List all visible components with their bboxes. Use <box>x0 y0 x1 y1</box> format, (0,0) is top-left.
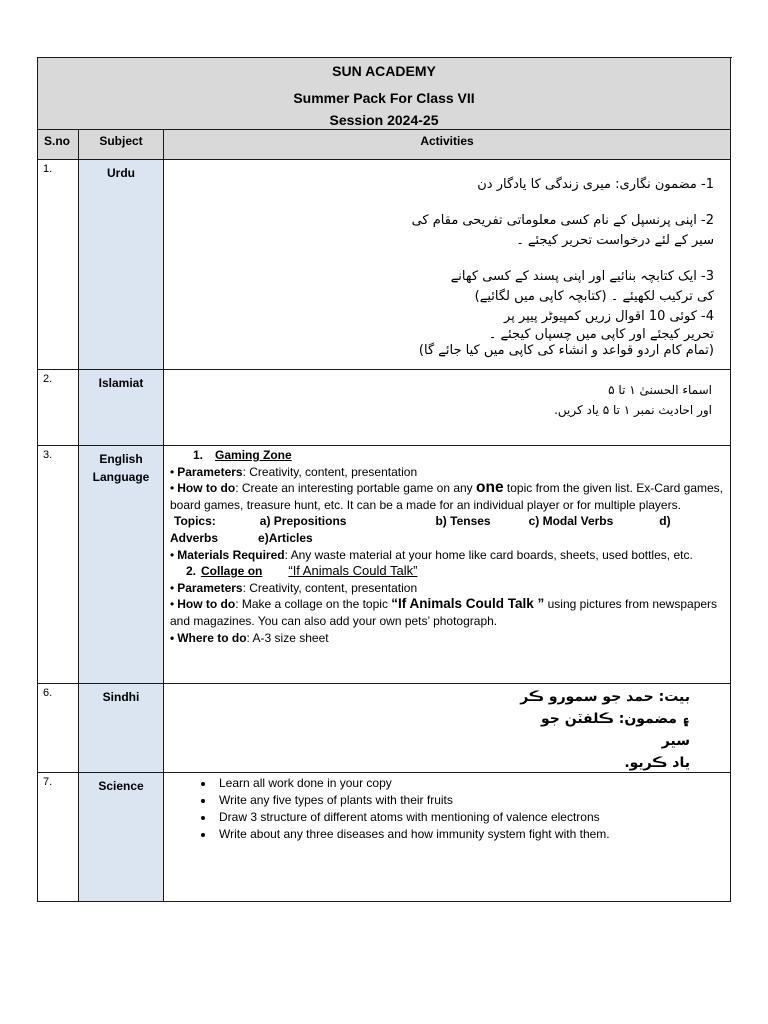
item-text: : Creativity, content, presentation <box>242 580 418 595</box>
item-text: using pictures from newspapers and magazines. You can also add your own pets’ photograph. <box>170 597 718 628</box>
bullet: • <box>170 630 175 645</box>
row-english-sno: 3. <box>38 446 79 684</box>
topic-item: d) Adverbs <box>170 514 671 545</box>
row-islamiat-sno: 2. <box>38 370 79 446</box>
row-english-subject: English Language <box>79 446 164 684</box>
item-label: Parameters <box>177 580 243 595</box>
sindhi-line: بيت: حمد جو سمورو ڪر <box>520 689 690 705</box>
row-science-subject: Science <box>79 773 164 902</box>
item-text: : A-3 size sheet <box>246 630 329 645</box>
item-text: : Create an interesting portable game on any <box>235 481 477 496</box>
row-sindhi-activities <box>164 684 731 773</box>
pack-title: Summer Pack For Class VII <box>293 90 475 106</box>
topic-item: a) Prepositions <box>259 514 347 529</box>
row-sindhi-sno: 6. <box>38 684 79 773</box>
item-label: Materials Required <box>177 547 285 562</box>
task1-materials <box>170 547 724 564</box>
session-label: Session 2024-25 <box>329 112 439 128</box>
list-item: • Write any five types of plants with their fruits <box>215 792 730 809</box>
sindhi-line: سير <box>661 733 690 749</box>
item-emphasis: one <box>476 479 504 497</box>
row-urdu-sno: 1. <box>38 160 79 370</box>
urdu-line: 2- اپنی پرنسپل کے نام کسی معلوماتی تفریحی مقام کی <box>411 213 714 228</box>
column-header-subject: Subject <box>79 130 164 160</box>
task1-how-to <box>170 480 724 513</box>
urdu-line: کی ترکیب لکھیئے ۔ (کتابچہ کاپی میں لگائیے) <box>474 289 714 304</box>
sindhi-line: ياد ڪريو. <box>624 755 690 771</box>
row-urdu-subject: Urdu <box>79 160 164 370</box>
item-label: How to do <box>177 481 236 496</box>
task2-how-to <box>170 596 724 629</box>
item-label: Parameters <box>177 464 243 479</box>
islamiat-line: اسماء الحسنیٰ ۱ تا ۵ <box>608 383 712 397</box>
task2-parameters <box>170 580 724 597</box>
science-task-list <box>169 773 730 843</box>
task-title: Gaming Zone <box>215 448 292 462</box>
topics-label: Topics: <box>174 514 216 529</box>
item-text: : Make a collage on the topic <box>235 597 392 612</box>
item-text: : Any waste material at your home like card boards, sheets, used bottles, etc. <box>284 547 693 562</box>
task1-parameters <box>170 464 724 481</box>
list-item: • Write about any three diseases and how immunity system fight with them. <box>215 826 730 843</box>
summer-pack-table <box>37 57 732 902</box>
list-item: • Learn all work done in your copy <box>215 775 730 792</box>
column-header-activities: Activities <box>164 130 731 160</box>
bullet: • <box>170 547 175 562</box>
urdu-line: سیر کے لئے درخواست تحریر کیجئے ۔ <box>516 233 714 248</box>
task-heading <box>170 563 724 580</box>
row-science-sno: 7. <box>38 773 79 902</box>
topic-item: b) Tenses <box>435 514 491 529</box>
item-emphasis: “If Animals Could Talk ” <box>391 596 545 612</box>
bullet: • <box>170 481 175 496</box>
urdu-activity-text <box>334 175 714 359</box>
row-english-activities <box>164 446 731 684</box>
bullet: • <box>170 597 175 612</box>
urdu-line: (تمام کام اردو قواعد و انشاء کی کاپی میں کیا جائے گا) <box>418 343 714 358</box>
table-title <box>38 58 731 130</box>
urdu-line: 3- ایک کتابچہ بنائیے اور اپنی پسند کے کسی کھانے <box>450 269 714 284</box>
task1-topics <box>170 513 718 546</box>
row-sindhi-subject: Sindhi <box>79 684 164 773</box>
row-islamiat-activities <box>164 370 731 446</box>
task-number: 2. <box>186 564 197 579</box>
item-label: How to do <box>177 597 236 612</box>
school-name: SUN ACADEMY <box>332 63 436 79</box>
row-science-activities <box>164 773 731 902</box>
column-header-sno: S.no <box>38 130 79 160</box>
item-text: topic from the given list. Ex-Card games, board games, treasure hunt, etc. It can be a made for an individual player or for multiple players. <box>170 481 723 512</box>
urdu-line: 4- کوئی 10 اقوال زریں کمپیوٹر پیپر پر <box>504 309 714 324</box>
task2-where <box>170 630 724 647</box>
item-text: : Creativity, content, presentation <box>242 464 418 479</box>
task-title: Collage on <box>201 564 263 579</box>
urdu-line: 1- مضمون نگاری: میری زندگی کا یادگار دن <box>477 177 714 192</box>
urdu-line: تحریر کیجئے اور کاپی میں چسپاں کیجئے ۔ <box>488 327 714 342</box>
task-heading <box>170 447 724 464</box>
row-islamiat-subject: Islamiat <box>79 370 164 446</box>
list-item: • Draw 3 structure of different atoms with mentioning of valence electrons <box>215 809 730 826</box>
islamiat-activity-text <box>412 380 712 420</box>
item-label: Where to do <box>177 630 247 645</box>
sindhi-line: ۽ مضمون: ڪلفٽن جو <box>540 711 690 727</box>
bullet: • <box>170 580 175 595</box>
task-topic-quote: “If Animals Could Talk” <box>288 563 418 579</box>
row-urdu-activities <box>164 160 731 370</box>
bullet: • <box>170 464 175 479</box>
topic-item: e)Articles <box>258 530 313 545</box>
islamiat-line: اور احادیث نمبر ۱ تا ۵ یاد کریں. <box>554 403 712 417</box>
sindhi-activity-text <box>430 686 690 774</box>
task-number: 1. <box>193 448 204 462</box>
topic-item: c) Modal Verbs <box>528 514 614 529</box>
